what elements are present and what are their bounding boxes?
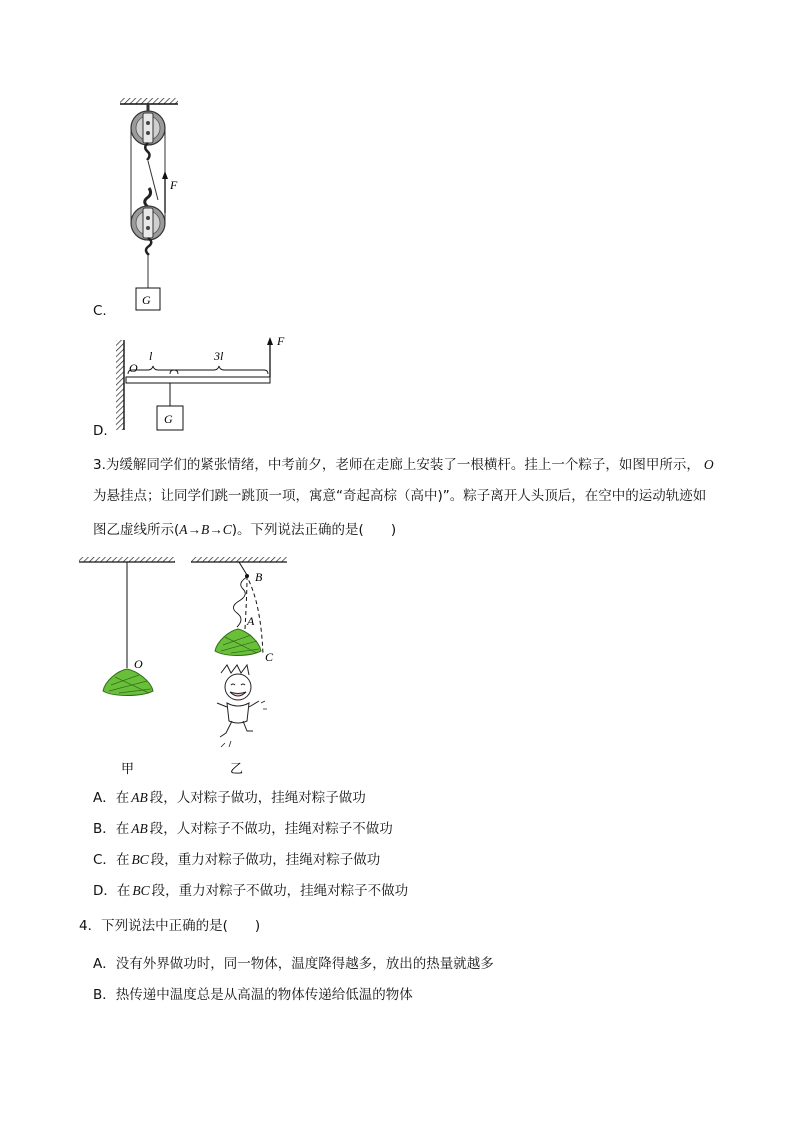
pulley-figure [110,95,220,320]
q3-option-a[interactable]: A．在 AB 段，人对粽子做功，挂绳对粽子做功 [93,790,366,806]
figure-caption-yi: 乙 [230,762,244,777]
point-b-label: B [255,570,263,584]
q3-option-b[interactable]: B．在 AB 段，人对粽子不做功，挂绳对粽子不做功 [93,821,393,837]
zongzi-figure [75,553,295,783]
q3-stem-line1: 3.为缓解同学们的紧张情绪，中考前夕，老师在走廊上安装了一根横杆。挂上一个粽子，如图甲所示， O [93,457,714,473]
option-d-label: D. [93,423,108,439]
point-a-label: A [247,614,255,628]
lever-figure [112,332,302,437]
point-c-label: C [265,650,274,664]
q4-stem: 4．下列说法中正确的是( ) [79,918,261,934]
q3-option-c[interactable]: C．在 BC 段，重力对粽子做功，挂绳对粽子做功 [93,852,381,868]
figure-caption-jia: 甲 [121,762,135,777]
zongzi-icon [215,629,261,656]
option-c-label: C. [93,303,107,319]
jumping-child-icon [217,665,267,747]
point-o-label: O [134,657,143,671]
segment-3l-label: 3l [214,349,224,363]
q4-option-a[interactable]: A．没有外界做功时，同一物体，温度降得越多，放出的热量就越多 [93,956,494,972]
weight-label: G [142,293,151,307]
segment-l-label: l [149,349,153,363]
force-label: F [170,178,178,192]
pivot-label: O [129,361,138,375]
q3-option-d[interactable]: D．在 BC 段，重力对粽子不做功，挂绳对粽子不做功 [93,883,409,899]
q4-option-b[interactable]: B．热传递中温度总是从高温的物体传递给低温的物体 [93,987,413,1003]
force-label: F [277,334,285,348]
q3-stem-line2: 为悬挂点；让同学们跳一跳顶一项，寓意“奇起高棕（高中)”。粽子离开人头顶后，在空中的运动轨迹如 [93,488,707,504]
weight-label: G [164,412,173,426]
q3-stem-line3: 图乙虚线所示(A→B→C)。下列说法正确的是( ) [93,522,397,538]
zongzi-icon [103,669,153,696]
